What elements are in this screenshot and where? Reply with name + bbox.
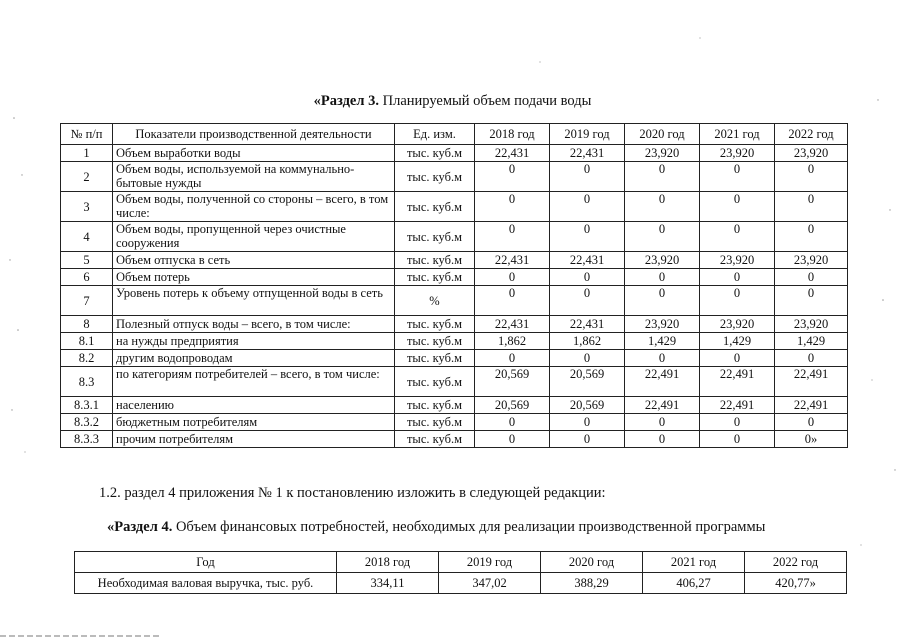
value-cell: 0	[475, 222, 550, 252]
column-header: 2022 год	[775, 124, 848, 145]
amendment-paragraph: 1.2. раздел 4 приложения № 1 к постановлению изложить в следующей редакции:	[99, 485, 606, 501]
row-number: 6	[61, 269, 113, 286]
value-cell: 0	[700, 350, 775, 367]
row-number: 8.1	[61, 333, 113, 350]
unit-cell: тыс. куб.м	[395, 397, 475, 414]
value-cell: 0	[625, 162, 700, 192]
unit-cell: тыс. куб.м	[395, 431, 475, 448]
table-row	[61, 145, 848, 162]
unit-cell: тыс. куб.м	[395, 192, 475, 222]
value-cell: 420,77»	[745, 573, 847, 594]
value-cell: 1,429	[700, 333, 775, 350]
column-header: № п/п	[61, 124, 113, 145]
column-header: 2020 год	[541, 552, 643, 573]
table-header-row	[61, 124, 848, 145]
indicator-name: Объем отпуска в сеть	[113, 252, 395, 269]
table-row	[75, 573, 847, 594]
value-cell: 0»	[775, 431, 848, 448]
value-cell: 0	[700, 269, 775, 286]
column-header: 2020 год	[625, 124, 700, 145]
row-number: 3	[61, 192, 113, 222]
section3-title-text: Планируемый объем подачи воды	[378, 93, 592, 109]
value-cell: 0	[625, 286, 700, 316]
value-cell: 0	[550, 431, 625, 448]
value-cell: 1,862	[550, 333, 625, 350]
value-cell: 20,569	[475, 367, 550, 397]
indicator-name: населению	[113, 397, 395, 414]
value-cell: 0	[775, 162, 848, 192]
row-number: 7	[61, 286, 113, 316]
column-header: 2019 год	[550, 124, 625, 145]
section4-title	[107, 519, 765, 536]
value-cell: 23,920	[625, 145, 700, 162]
column-header: Год	[75, 552, 337, 573]
value-cell: 0	[775, 414, 848, 431]
value-cell: 0	[550, 286, 625, 316]
value-cell: 22,491	[625, 367, 700, 397]
column-header: 2018 год	[475, 124, 550, 145]
value-cell: 22,431	[550, 252, 625, 269]
unit-cell: тыс. куб.м	[395, 414, 475, 431]
table-row	[61, 367, 848, 397]
value-cell: 0	[550, 192, 625, 222]
value-cell: 0	[775, 350, 848, 367]
row-number: 2	[61, 162, 113, 192]
value-cell: 0	[625, 431, 700, 448]
row-number: 8.3.1	[61, 397, 113, 414]
value-cell: 23,920	[625, 316, 700, 333]
value-cell: 22,431	[550, 145, 625, 162]
indicator-name: Объем воды, используемой на коммунально-бытовые нужды	[113, 162, 395, 192]
value-cell: 0	[550, 222, 625, 252]
column-header: 2021 год	[700, 124, 775, 145]
indicator-name: Объем воды, полученной со стороны – всего, в том числе:	[113, 192, 395, 222]
table-row	[61, 252, 848, 269]
row-number: 8.3.2	[61, 414, 113, 431]
indicator-name: по категориям потребителей – всего, в том числе:	[113, 367, 395, 397]
unit-cell: тыс. куб.м	[395, 162, 475, 192]
row-number: 8	[61, 316, 113, 333]
value-cell: 20,569	[475, 397, 550, 414]
table-row	[61, 269, 848, 286]
value-cell: 20,569	[550, 367, 625, 397]
value-cell: 347,02	[439, 573, 541, 594]
value-cell: 1,862	[475, 333, 550, 350]
value-cell: 0	[550, 269, 625, 286]
value-cell: 388,29	[541, 573, 643, 594]
section4-title-bold: «Раздел 4.	[107, 519, 173, 535]
row-number: 4	[61, 222, 113, 252]
unit-cell: тыс. куб.м	[395, 269, 475, 286]
section4-title-text: Объем финансовых потребностей, необходимых для реализации производственной программы	[172, 519, 766, 535]
value-cell: 22,431	[475, 252, 550, 269]
value-cell: 0	[700, 286, 775, 316]
value-cell: 23,920	[625, 252, 700, 269]
value-cell: 0	[475, 269, 550, 286]
value-cell: 0	[625, 269, 700, 286]
indicator-name: Объем воды, пропущенной через очистные сооружения	[113, 222, 395, 252]
table-row	[61, 414, 848, 431]
value-cell: 0	[625, 414, 700, 431]
indicator-name: бюджетным потребителям	[113, 414, 395, 431]
water-supply-table	[60, 123, 848, 448]
unit-cell: тыс. куб.м	[395, 316, 475, 333]
value-cell: 22,431	[475, 145, 550, 162]
column-header: 2018 год	[337, 552, 439, 573]
column-header: 2022 год	[745, 552, 847, 573]
section3-title-bold: «Раздел 3.	[313, 93, 379, 109]
unit-cell: тыс. куб.м	[395, 333, 475, 350]
value-cell: 0	[475, 350, 550, 367]
value-cell: 22,491	[700, 397, 775, 414]
financial-needs-table	[74, 551, 847, 594]
value-cell: 23,920	[775, 145, 848, 162]
value-cell: 0	[700, 162, 775, 192]
value-cell: 23,920	[775, 316, 848, 333]
section3-title	[0, 93, 905, 110]
value-cell: 0	[775, 269, 848, 286]
indicator-name: Полезный отпуск воды – всего, в том числе:	[113, 316, 395, 333]
table-row	[61, 192, 848, 222]
indicator-name: на нужды предприятия	[113, 333, 395, 350]
value-cell: 23,920	[700, 145, 775, 162]
indicator-name: Необходимая валовая выручка, тыс. руб.	[75, 573, 337, 594]
table-row	[61, 431, 848, 448]
value-cell: 0	[475, 431, 550, 448]
table-row	[61, 222, 848, 252]
value-cell: 0	[775, 192, 848, 222]
row-number: 5	[61, 252, 113, 269]
value-cell: 406,27	[643, 573, 745, 594]
value-cell: 0	[550, 350, 625, 367]
column-header: Ед. изм.	[395, 124, 475, 145]
value-cell: 0	[700, 414, 775, 431]
unit-cell: тыс. куб.м	[395, 350, 475, 367]
row-number: 8.3	[61, 367, 113, 397]
table-row	[61, 162, 848, 192]
unit-cell: тыс. куб.м	[395, 252, 475, 269]
value-cell: 22,491	[700, 367, 775, 397]
column-header: 2021 год	[643, 552, 745, 573]
unit-cell: %	[395, 286, 475, 316]
value-cell: 0	[475, 162, 550, 192]
table-row	[61, 350, 848, 367]
value-cell: 22,431	[475, 316, 550, 333]
value-cell: 22,431	[550, 316, 625, 333]
value-cell: 0	[475, 414, 550, 431]
value-cell: 0	[625, 192, 700, 222]
value-cell: 0	[475, 286, 550, 316]
value-cell: 22,491	[775, 367, 848, 397]
value-cell: 22,491	[625, 397, 700, 414]
row-number: 8.3.3	[61, 431, 113, 448]
indicator-name: Объем выработки воды	[113, 145, 395, 162]
unit-cell: тыс. куб.м	[395, 367, 475, 397]
indicator-name: Уровень потерь к объему отпущенной воды в сеть	[113, 286, 395, 316]
row-number: 8.2	[61, 350, 113, 367]
value-cell: 23,920	[775, 252, 848, 269]
value-cell: 23,920	[700, 316, 775, 333]
table-row	[61, 333, 848, 350]
value-cell: 0	[550, 162, 625, 192]
value-cell: 1,429	[775, 333, 848, 350]
value-cell: 334,11	[337, 573, 439, 594]
value-cell: 22,491	[775, 397, 848, 414]
value-cell: 0	[700, 222, 775, 252]
indicator-name: другим водопроводам	[113, 350, 395, 367]
value-cell: 0	[700, 192, 775, 222]
table-row	[61, 286, 848, 316]
table-row	[61, 316, 848, 333]
column-header: 2019 год	[439, 552, 541, 573]
value-cell: 0	[775, 222, 848, 252]
value-cell: 0	[475, 192, 550, 222]
indicator-name: прочим потребителям	[113, 431, 395, 448]
value-cell: 23,920	[700, 252, 775, 269]
column-header: Показатели производственной деятельности	[113, 124, 395, 145]
value-cell: 0	[550, 414, 625, 431]
row-number: 1	[61, 145, 113, 162]
unit-cell: тыс. куб.м	[395, 145, 475, 162]
value-cell: 20,569	[550, 397, 625, 414]
value-cell: 0	[700, 431, 775, 448]
indicator-name: Объем потерь	[113, 269, 395, 286]
value-cell: 0	[625, 350, 700, 367]
table-row	[61, 397, 848, 414]
table-header-row	[75, 552, 847, 573]
value-cell: 0	[625, 222, 700, 252]
value-cell: 0	[775, 286, 848, 316]
unit-cell: тыс. куб.м	[395, 222, 475, 252]
value-cell: 1,429	[625, 333, 700, 350]
